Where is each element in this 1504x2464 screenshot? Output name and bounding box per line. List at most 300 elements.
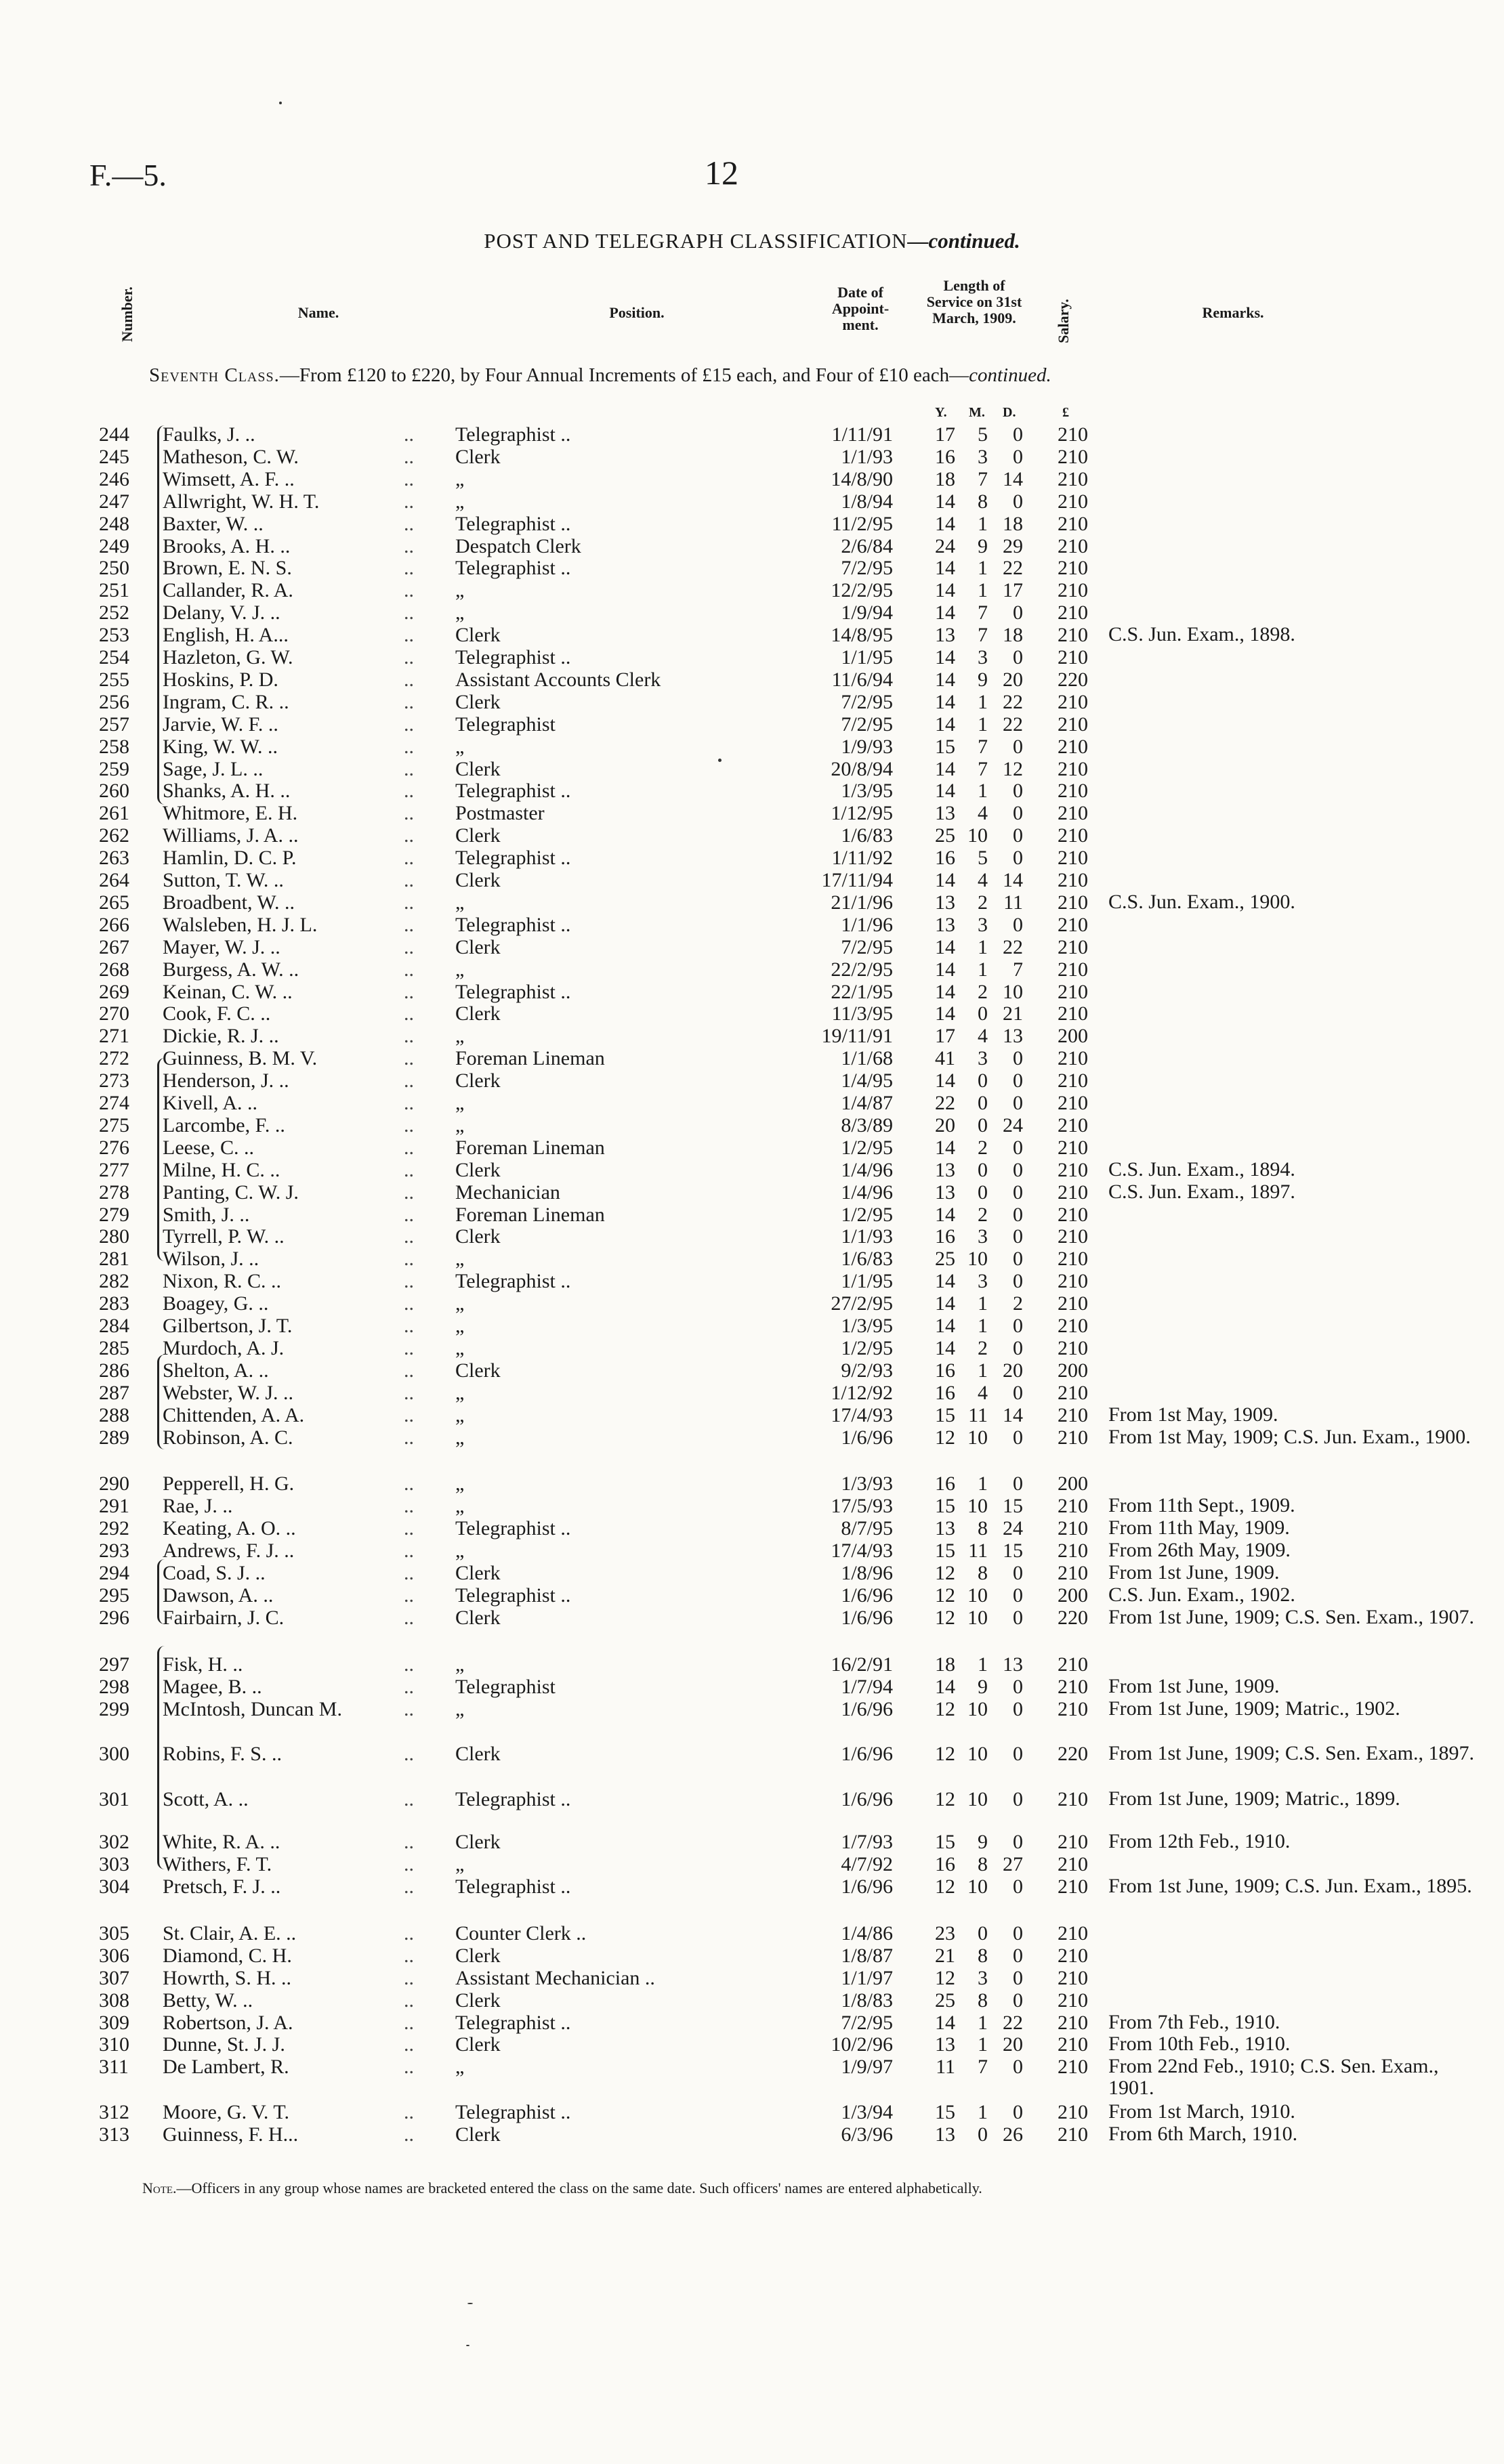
row-months: 0	[978, 1002, 988, 1025]
row-days: 0	[1013, 601, 1023, 624]
table-row	[0, 981, 1504, 1004]
leader-dots: ..	[404, 624, 414, 647]
row-number: 259	[99, 757, 129, 780]
table-row	[0, 513, 1504, 536]
table-row	[0, 1337, 1504, 1360]
row-years: 13	[935, 1181, 955, 1204]
row-months: 1	[978, 713, 988, 736]
row-position: Foreman Lineman	[455, 1136, 605, 1159]
row-name: Allwright, W. H. T.	[163, 490, 320, 513]
table-row	[0, 891, 1504, 914]
row-name: Withers, F. T.	[163, 1853, 272, 1876]
row-years: 17	[935, 423, 955, 446]
table-row	[0, 1989, 1504, 2012]
row-years: 21	[935, 1944, 955, 1967]
row-days: 0	[1013, 1966, 1023, 1989]
leader-dots: ..	[404, 1495, 414, 1518]
row-name: Panting, C. W. J.	[163, 1181, 299, 1204]
row-salary: 210	[1058, 1158, 1088, 1181]
row-salary: 210	[1058, 2123, 1088, 2146]
row-years: 13	[935, 802, 955, 825]
row-number: 310	[99, 2033, 129, 2056]
row-date: 1/6/96	[841, 1743, 893, 1766]
row-salary: 200	[1058, 1359, 1088, 1382]
row-salary: 210	[1058, 1653, 1088, 1676]
leader-dots: ..	[404, 1158, 414, 1181]
row-position: Clerk	[455, 757, 501, 780]
row-days: 22	[1003, 935, 1023, 958]
row-remarks: From 1st June, 1909; Matric., 1902.	[1108, 1697, 1400, 1720]
row-months: 7	[978, 467, 988, 490]
leader-dots: ..	[404, 935, 414, 958]
row-position: Clerk	[455, 1158, 501, 1181]
row-years: 14	[935, 713, 955, 736]
row-remarks: From 11th May, 1909.	[1108, 1516, 1290, 1539]
row-years: 15	[935, 1831, 955, 1854]
row-name: Dunne, St. J. J.	[163, 2033, 285, 2056]
table-row	[0, 914, 1504, 937]
row-years: 25	[935, 1248, 955, 1271]
table-row	[0, 1539, 1504, 1563]
row-name: Sutton, T. W. ..	[163, 869, 284, 891]
row-name: Gilbertson, J. T.	[163, 1315, 293, 1337]
row-number: 253	[99, 624, 129, 647]
row-number: 279	[99, 1203, 129, 1226]
row-years: 14	[935, 601, 955, 624]
row-days: 0	[1013, 780, 1023, 803]
row-days: 0	[1013, 824, 1023, 847]
row-remarks: From 12th Feb., 1910.	[1108, 1830, 1291, 1853]
row-date: 1/8/83	[841, 1989, 893, 2012]
row-days: 0	[1013, 802, 1023, 825]
row-position: Assistant Mechanician ..	[455, 1966, 655, 1989]
leader-dots: ..	[404, 2056, 414, 2079]
row-salary: 210	[1058, 1921, 1088, 1945]
leader-dots: ..	[404, 780, 414, 803]
row-position: Telegraphist ..	[455, 2101, 571, 2124]
row-name: White, R. A. ..	[163, 1831, 280, 1854]
row-months: 0	[978, 1069, 988, 1092]
row-years: 14	[935, 1315, 955, 1337]
table-row	[0, 1788, 1504, 1811]
row-years: 15	[935, 1403, 955, 1426]
row-date: 10/2/96	[831, 2033, 893, 2056]
leader-dots: ..	[404, 690, 414, 713]
row-salary: 210	[1058, 1517, 1088, 1540]
table-row	[0, 601, 1504, 624]
row-remarks: From 1st June, 1909; C.S. Sen. Exam., 1907.	[1108, 1605, 1475, 1628]
row-position: „	[455, 1113, 465, 1137]
row-years: 20	[935, 1113, 955, 1137]
row-years: 12	[935, 1788, 955, 1811]
row-salary: 210	[1058, 2011, 1088, 2034]
row-position: „	[455, 467, 465, 490]
table-row	[0, 1292, 1504, 1315]
column-header-remarks: Remarks.	[1202, 304, 1264, 321]
row-years: 18	[935, 1653, 955, 1676]
table-row	[0, 1875, 1504, 1898]
row-position: „	[455, 1403, 465, 1426]
leader-dots: ..	[404, 1002, 414, 1025]
leader-dots: ..	[404, 1517, 414, 1540]
column-header-number: Number.	[119, 286, 135, 342]
row-years: 12	[935, 1697, 955, 1720]
row-position: „	[455, 490, 465, 513]
row-days: 0	[1013, 1562, 1023, 1584]
row-remarks: From 7th Feb., 1910.	[1108, 2010, 1280, 2033]
row-salary: 220	[1058, 668, 1088, 691]
table-row	[0, 713, 1504, 736]
row-name: Callander, R. A.	[163, 579, 293, 602]
row-salary: 210	[1058, 534, 1088, 557]
leader-dots: ..	[404, 2123, 414, 2146]
row-name: Cook, F. C. ..	[163, 1002, 271, 1025]
row-number: 301	[99, 1788, 129, 1811]
row-days: 0	[1013, 1426, 1023, 1449]
row-years: 12	[935, 1875, 955, 1898]
leader-dots: ..	[404, 1875, 414, 1898]
row-months: 10	[967, 1426, 988, 1449]
leader-dots: ..	[404, 757, 414, 780]
row-number: 280	[99, 1225, 129, 1248]
row-name: Dawson, A. ..	[163, 1584, 274, 1607]
row-date: 11/6/94	[831, 668, 893, 691]
row-number: 288	[99, 1403, 129, 1426]
row-date: 8/7/95	[841, 1517, 893, 1540]
row-number: 278	[99, 1181, 129, 1204]
table-row	[0, 1653, 1504, 1676]
row-days: 12	[1003, 757, 1023, 780]
row-months: 1	[978, 1472, 988, 1495]
row-date: 1/7/93	[841, 1831, 893, 1854]
row-date: 22/2/95	[831, 958, 893, 981]
row-name: Brown, E. N. S.	[163, 557, 292, 580]
table-row	[0, 1698, 1504, 1721]
row-years: 18	[935, 467, 955, 490]
table-row	[0, 1853, 1504, 1876]
row-days: 29	[1003, 534, 1023, 557]
row-months: 7	[978, 757, 988, 780]
row-date: 7/2/95	[841, 557, 893, 580]
row-date: 1/9/93	[841, 735, 893, 758]
row-date: 1/6/83	[841, 1248, 893, 1271]
row-salary: 210	[1058, 1966, 1088, 1989]
row-position: Clerk	[455, 1562, 501, 1584]
class-suffix: continued.	[969, 364, 1051, 386]
row-number: 277	[99, 1158, 129, 1181]
row-salary: 210	[1058, 1181, 1088, 1204]
row-date: 1/6/96	[841, 1426, 893, 1449]
row-years: 14	[935, 980, 955, 1003]
row-months: 0	[978, 1092, 988, 1114]
row-name: Burgess, A. W. ..	[163, 958, 299, 981]
row-position: Clerk	[455, 1359, 501, 1382]
row-position: Telegraphist ..	[455, 557, 571, 580]
row-name: Walsleben, H. J. L.	[163, 913, 318, 936]
row-months: 0	[978, 2123, 988, 2146]
row-salary: 220	[1058, 1743, 1088, 1766]
row-salary: 200	[1058, 1025, 1088, 1048]
row-position: Clerk	[455, 1069, 501, 1092]
row-salary: 210	[1058, 802, 1088, 825]
table-row	[0, 1159, 1504, 1182]
row-position: „	[455, 601, 465, 624]
table-row	[0, 1315, 1504, 1338]
leader-dots: ..	[404, 2101, 414, 2124]
row-position: „	[455, 1653, 465, 1676]
row-name: Dickie, R. J. ..	[163, 1025, 279, 1048]
row-days: 0	[1013, 1921, 1023, 1945]
row-name: Guinness, F. H...	[163, 2123, 299, 2146]
leader-dots: ..	[404, 1989, 414, 2012]
table-row	[0, 446, 1504, 469]
row-number: 262	[99, 824, 129, 847]
leader-dots: ..	[404, 1069, 414, 1092]
leader-dots: ..	[404, 824, 414, 847]
row-number: 294	[99, 1562, 129, 1584]
table-row	[0, 847, 1504, 870]
row-months: 10	[967, 1495, 988, 1518]
row-name: Betty, W. ..	[163, 1989, 253, 2012]
row-position: „	[455, 1092, 465, 1114]
row-salary: 210	[1058, 1381, 1088, 1404]
row-months: 1	[978, 2011, 988, 2034]
row-salary: 210	[1058, 1248, 1088, 1271]
row-months: 0	[978, 1113, 988, 1137]
group-brace	[157, 1058, 165, 1261]
row-name: Leese, C. ..	[163, 1136, 254, 1159]
row-position: „	[455, 1697, 465, 1720]
row-months: 3	[978, 445, 988, 468]
row-salary: 210	[1058, 445, 1088, 468]
row-months: 1	[978, 2101, 988, 2124]
row-date: 4/7/92	[841, 1853, 893, 1876]
row-date: 16/2/91	[831, 1653, 893, 1676]
table-row	[0, 802, 1504, 825]
row-months: 10	[967, 1697, 988, 1720]
row-date: 1/4/96	[841, 1158, 893, 1181]
row-name: Diamond, C. H.	[163, 1944, 292, 1967]
row-months: 9	[978, 1831, 988, 1854]
table-row	[0, 1181, 1504, 1204]
row-years: 15	[935, 2101, 955, 2124]
row-name: Hazleton, G. W.	[163, 646, 293, 668]
row-date: 1/6/83	[841, 824, 893, 847]
row-position: „	[455, 1495, 465, 1518]
row-months: 1	[978, 1315, 988, 1337]
row-salary: 210	[1058, 1270, 1088, 1293]
print-speck	[467, 2303, 473, 2304]
table-row	[0, 668, 1504, 692]
table-row	[0, 1002, 1504, 1025]
row-years: 25	[935, 1989, 955, 2012]
row-salary: 210	[1058, 690, 1088, 713]
row-remarks: From 1st June, 1909.	[1108, 1674, 1280, 1697]
row-position: Telegraphist ..	[455, 423, 571, 446]
row-date: 1/11/91	[831, 423, 893, 446]
row-position: Clerk	[455, 1989, 501, 2012]
row-days: 14	[1003, 467, 1023, 490]
leader-dots: ..	[404, 1921, 414, 1945]
row-months: 7	[978, 601, 988, 624]
row-salary: 210	[1058, 1675, 1088, 1698]
row-date: 1/11/92	[831, 847, 893, 870]
row-months: 2	[978, 980, 988, 1003]
row-months: 1	[978, 1653, 988, 1676]
row-date: 1/6/96	[841, 1697, 893, 1720]
row-date: 1/4/87	[841, 1092, 893, 1114]
row-position: Clerk	[455, 1944, 501, 1967]
row-remarks: C.S. Jun. Exam., 1900.	[1108, 890, 1295, 913]
row-remarks: From 22nd Feb., 1910; C.S. Sen. Exam., 1901.	[1108, 2055, 1439, 2100]
row-date: 7/2/95	[841, 713, 893, 736]
row-months: 1	[978, 557, 988, 580]
row-days: 0	[1013, 1270, 1023, 1293]
table-row	[0, 490, 1504, 513]
row-salary: 210	[1058, 579, 1088, 602]
row-number: 261	[99, 802, 129, 825]
row-salary: 210	[1058, 1539, 1088, 1563]
row-months: 4	[978, 802, 988, 825]
row-salary: 210	[1058, 601, 1088, 624]
row-days: 0	[1013, 2056, 1023, 2079]
row-number: 295	[99, 1584, 129, 1607]
leader-dots: ..	[404, 579, 414, 602]
leader-dots: ..	[404, 601, 414, 624]
row-years: 13	[935, 624, 955, 647]
row-number: 244	[99, 423, 129, 446]
table-row	[0, 958, 1504, 981]
row-days: 0	[1013, 1606, 1023, 1629]
row-days: 22	[1003, 557, 1023, 580]
row-date: 1/6/96	[841, 1875, 893, 1898]
row-days: 20	[1003, 1359, 1023, 1382]
print-speck	[466, 2345, 469, 2346]
column-header-position: Position.	[609, 304, 665, 321]
row-days: 13	[1003, 1025, 1023, 1048]
row-days: 0	[1013, 1875, 1023, 1898]
row-days: 22	[1003, 713, 1023, 736]
row-salary: 210	[1058, 1292, 1088, 1315]
row-name: Smith, J. ..	[163, 1203, 250, 1226]
row-number: 290	[99, 1472, 129, 1495]
row-number: 246	[99, 467, 129, 490]
row-years: 16	[935, 1472, 955, 1495]
row-months: 1	[978, 512, 988, 535]
row-months: 5	[978, 847, 988, 870]
row-months: 8	[978, 490, 988, 513]
row-date: 20/8/94	[831, 757, 893, 780]
table-row	[0, 557, 1504, 580]
row-number: 258	[99, 735, 129, 758]
row-months: 4	[978, 1025, 988, 1048]
row-years: 13	[935, 2123, 955, 2146]
table-row	[0, 468, 1504, 491]
row-salary: 220	[1058, 1606, 1088, 1629]
row-number: 251	[99, 579, 129, 602]
row-years: 14	[935, 869, 955, 891]
row-salary: 210	[1058, 490, 1088, 513]
row-date: 12/2/95	[831, 579, 893, 602]
unit-pounds: £	[1062, 405, 1069, 420]
row-days: 0	[1013, 445, 1023, 468]
row-name: Whitmore, E. H.	[163, 802, 298, 825]
row-name: Wilson, J. ..	[163, 1248, 259, 1271]
row-years: 14	[935, 958, 955, 981]
row-remarks: From 10th Feb., 1910.	[1108, 2033, 1291, 2056]
row-position: Telegraphist ..	[455, 1788, 571, 1811]
row-name: Moore, G. V. T.	[163, 2101, 289, 2124]
class-label: Seventh Class.	[149, 364, 280, 386]
row-number: 252	[99, 601, 129, 624]
row-years: 16	[935, 445, 955, 468]
table-row	[0, 423, 1504, 446]
row-remarks: From 1st June, 1909.	[1108, 1561, 1280, 1584]
row-days: 0	[1013, 1697, 1023, 1720]
row-position: Telegraphist ..	[455, 913, 571, 936]
row-remarks: From 1st June, 1909; C.S. Jun. Exam., 1895.	[1108, 1875, 1472, 1897]
table-row	[0, 691, 1504, 714]
row-number: 266	[99, 913, 129, 936]
row-days: 0	[1013, 1315, 1023, 1337]
row-years: 13	[935, 891, 955, 914]
row-date: 9/2/93	[841, 1359, 893, 1382]
leader-dots: ..	[404, 1472, 414, 1495]
row-name: Tyrrell, P. W. ..	[163, 1225, 285, 1248]
table-row	[0, 736, 1504, 759]
row-date: 17/5/93	[831, 1495, 893, 1518]
row-years: 12	[935, 1426, 955, 1449]
row-salary: 210	[1058, 958, 1088, 981]
row-years: 14	[935, 780, 955, 803]
row-salary: 210	[1058, 980, 1088, 1003]
row-months: 3	[978, 1047, 988, 1070]
row-date: 1/9/97	[841, 2056, 893, 2079]
row-remarks: From 6th March, 1910.	[1108, 2123, 1298, 2146]
unit-days: D.	[1003, 405, 1016, 420]
row-years: 14	[935, 1203, 955, 1226]
leader-dots: ..	[404, 512, 414, 535]
row-name: Coad, S. J. ..	[163, 1562, 266, 1584]
row-years: 14	[935, 690, 955, 713]
table-row	[0, 1025, 1504, 1048]
row-name: Delany, V. J. ..	[163, 601, 280, 624]
row-years: 14	[935, 935, 955, 958]
leader-dots: ..	[404, 1697, 414, 1720]
row-number: 248	[99, 512, 129, 535]
leader-dots: ..	[404, 1562, 414, 1584]
row-name: Shanks, A. H. ..	[163, 780, 291, 803]
row-date: 1/1/93	[841, 1225, 893, 1248]
row-name: Jarvie, W. F. ..	[163, 713, 278, 736]
row-days: 21	[1003, 1002, 1023, 1025]
row-months: 1	[978, 1359, 988, 1382]
row-days: 17	[1003, 579, 1023, 602]
row-months: 10	[967, 1606, 988, 1629]
row-days: 20	[1003, 668, 1023, 691]
leader-dots: ..	[404, 1292, 414, 1315]
table-row	[0, 1270, 1504, 1293]
table-row	[0, 1248, 1504, 1271]
row-number: 256	[99, 690, 129, 713]
row-salary: 200	[1058, 1584, 1088, 1607]
row-years: 14	[935, 1675, 955, 1698]
row-number: 249	[99, 534, 129, 557]
row-months: 1	[978, 579, 988, 602]
row-date: 8/3/89	[841, 1113, 893, 1137]
row-months: 8	[978, 1562, 988, 1584]
leader-dots: ..	[404, 668, 414, 691]
